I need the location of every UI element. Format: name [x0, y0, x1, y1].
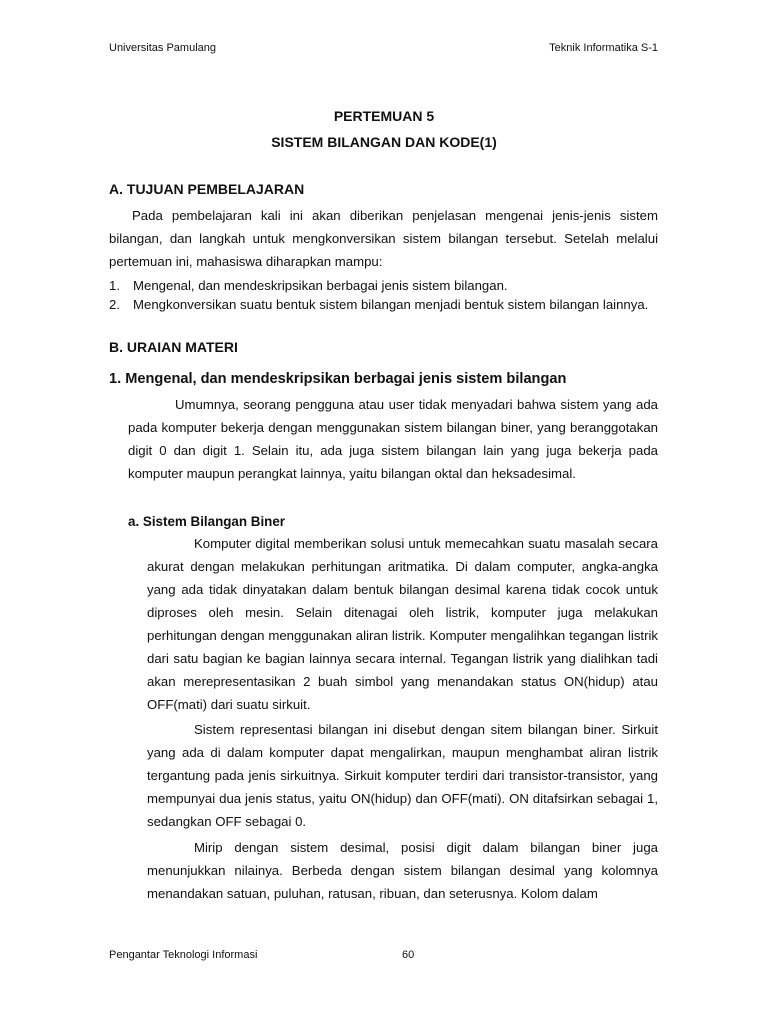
- biner-paragraph-3: Mirip dengan sistem desimal, posisi digit dalam bilangan biner juga menunjukkan nilainya. Berbeda dengan sistem bilangan desimal yang kolomnya menandakan satuan, puluhan, ratusan, ribuan, dan seterusnya. Kolom dalam: [147, 840, 658, 901]
- section-a-intro: Pada pembelajaran kali ini akan diberikan penjelasan mengenai jenis-jenis sistem bilangan, dan langkah untuk mengkonversikan sistem bilangan tersebut. Setelah melalui pertemuan ini, mahasiswa diharapkan mampu:: [109, 208, 658, 269]
- biner-paragraph-2: Sistem representasi bilangan ini disebut dengan sitem bilangan biner. Sirkuit yang ada di dalam komputer dapat mengalirkan, maupun menghambat aliran listrik tergantung pada jenis sirkuitnya. Sirkuit komputer terdiri dari transistor-transistor, yang mempunyai dua jenis status, yaitu ON(hidup) dan OFF(mati). ON ditafsirkan sebagai 1, sedangkan OFF sebagai 0.: [147, 722, 658, 829]
- page-number: 60: [402, 949, 415, 961]
- biner-paragraph-1: Komputer digital memberikan solusi untuk memecahkan suatu masalah secara akurat dengan melakukan perhitungan aritmatika. Di dalam computer, angka-angka yang ada tidak dinyatakan dalam bentuk bilangan desimal karena tidak cocok untuk diproses oleh mesin. Selain ditenagai oleh listrik, komputer juga melakukan perhitungan dengan menggunakan aliran listrik. Komputer mengalihkan tegangan listrik dari satu bagian ke bagian lainnya secara internal. Tegangan listrik yang dialihkan tadi akan merepresentasikan 2 buah simbol yang menandakan status ON(hidup) atau OFF(mati) dari suatu sirkuit.: [147, 536, 658, 712]
- subsection-a-heading: a. Sistem Bilangan Biner: [128, 514, 286, 529]
- subsection-1-paragraph: Umumnya, seorang pengguna atau user tidak menyadari bahwa sistem yang ada pada komputer bekerja dengan menggunakan sistem bilangan biner, yang beranggotakan digit 0 dan digit 1. Selain itu, ada juga sistem bilangan lain yang juga bekerja pada komputer maupun perangkat lainnya, yaitu bilangan oktal dan heksadesimal.: [128, 397, 658, 481]
- objective-item-2: [109, 296, 658, 336]
- subsection-1-heading: 1. Mengenal, dan mendeskripsikan berbagai jenis sistem bilangan: [109, 371, 567, 387]
- objective-text: Mengkonversikan suatu bentuk sistem bilangan menjadi bentuk sistem bilangan lainnya.: [133, 297, 649, 312]
- objective-number: 2.: [109, 297, 120, 312]
- objective-text: Mengenal, dan mendeskripsikan berbagai jenis sistem bilangan.: [133, 278, 508, 293]
- running-header-program: Teknik Informatika S-1: [549, 42, 658, 54]
- objective-number: 1.: [109, 278, 120, 293]
- running-header-institution: Universitas Pamulang: [109, 42, 216, 54]
- section-a-heading: A. TUJUAN PEMBELAJARAN: [109, 181, 305, 197]
- objective-item-1: [109, 277, 658, 297]
- footer-course-name: Pengantar Teknologi Informasi: [109, 949, 258, 961]
- chapter-label: PERTEMUAN 5: [333, 108, 435, 124]
- chapter-title: SISTEM BILANGAN DAN KODE(1): [271, 134, 497, 150]
- section-b-heading: B. URAIAN MATERI: [109, 339, 238, 355]
